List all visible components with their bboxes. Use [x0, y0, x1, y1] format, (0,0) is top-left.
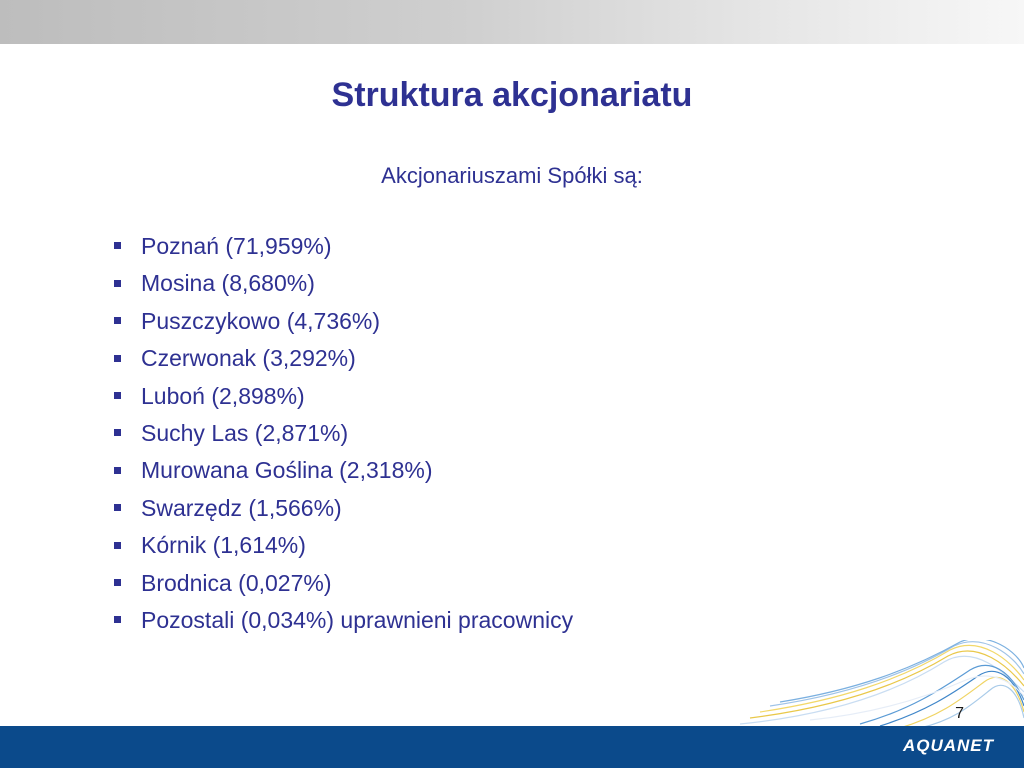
list-item — [112, 228, 573, 265]
bullet-icon — [114, 355, 121, 362]
list-item-label: Pozostali (0,034%) uprawnieni pracownicy — [141, 606, 574, 633]
shareholder-list — [112, 228, 573, 639]
slide-title: Struktura akcjonariatu — [331, 76, 693, 114]
decorative-swirl-graphic — [720, 640, 1024, 730]
bottom-blue-bar — [0, 726, 1024, 768]
list-item-label: Mosina (8,680%) — [141, 270, 315, 297]
top-gradient-bar — [0, 0, 1024, 44]
list-item — [112, 340, 573, 377]
list-item-label: Murowana Goślina (2,318%) — [141, 457, 433, 484]
page-number: 7 — [955, 705, 964, 722]
list-item — [112, 415, 573, 452]
list-item — [112, 303, 573, 340]
list-item — [112, 265, 573, 302]
list-item-label: Brodnica (0,027%) — [141, 569, 332, 596]
list-item-label: Poznań (71,959%) — [141, 233, 332, 259]
list-item-label: Suchy Las (2,871%) — [141, 419, 349, 446]
bullet-icon — [114, 504, 121, 511]
bullet-icon — [114, 467, 121, 474]
list-item — [112, 602, 573, 639]
list-item — [112, 378, 573, 415]
slide-subtitle: Akcjonariuszami Spółki są: — [381, 163, 643, 188]
list-item-label: Kórnik (1,614%) — [141, 532, 306, 559]
bullet-icon — [114, 317, 121, 324]
list-item — [112, 527, 573, 564]
bullet-icon — [114, 542, 121, 549]
list-item-label: Puszczykowo (4,736%) — [141, 307, 381, 334]
list-item-label: Czerwonak (3,292%) — [141, 345, 356, 372]
bullet-icon — [114, 392, 121, 399]
list-item — [112, 490, 573, 527]
list-item-label: Swarzędz (1,566%) — [141, 494, 342, 521]
aquanet-logo: AQUANET — [902, 736, 994, 755]
bullet-icon — [114, 242, 121, 249]
list-item-label: Luboń (2,898%) — [141, 382, 305, 409]
list-item — [112, 565, 573, 602]
bullet-icon — [114, 280, 121, 287]
bullet-icon — [114, 616, 121, 623]
bullet-icon — [114, 579, 121, 586]
list-item — [112, 452, 573, 489]
bullet-icon — [114, 429, 121, 436]
